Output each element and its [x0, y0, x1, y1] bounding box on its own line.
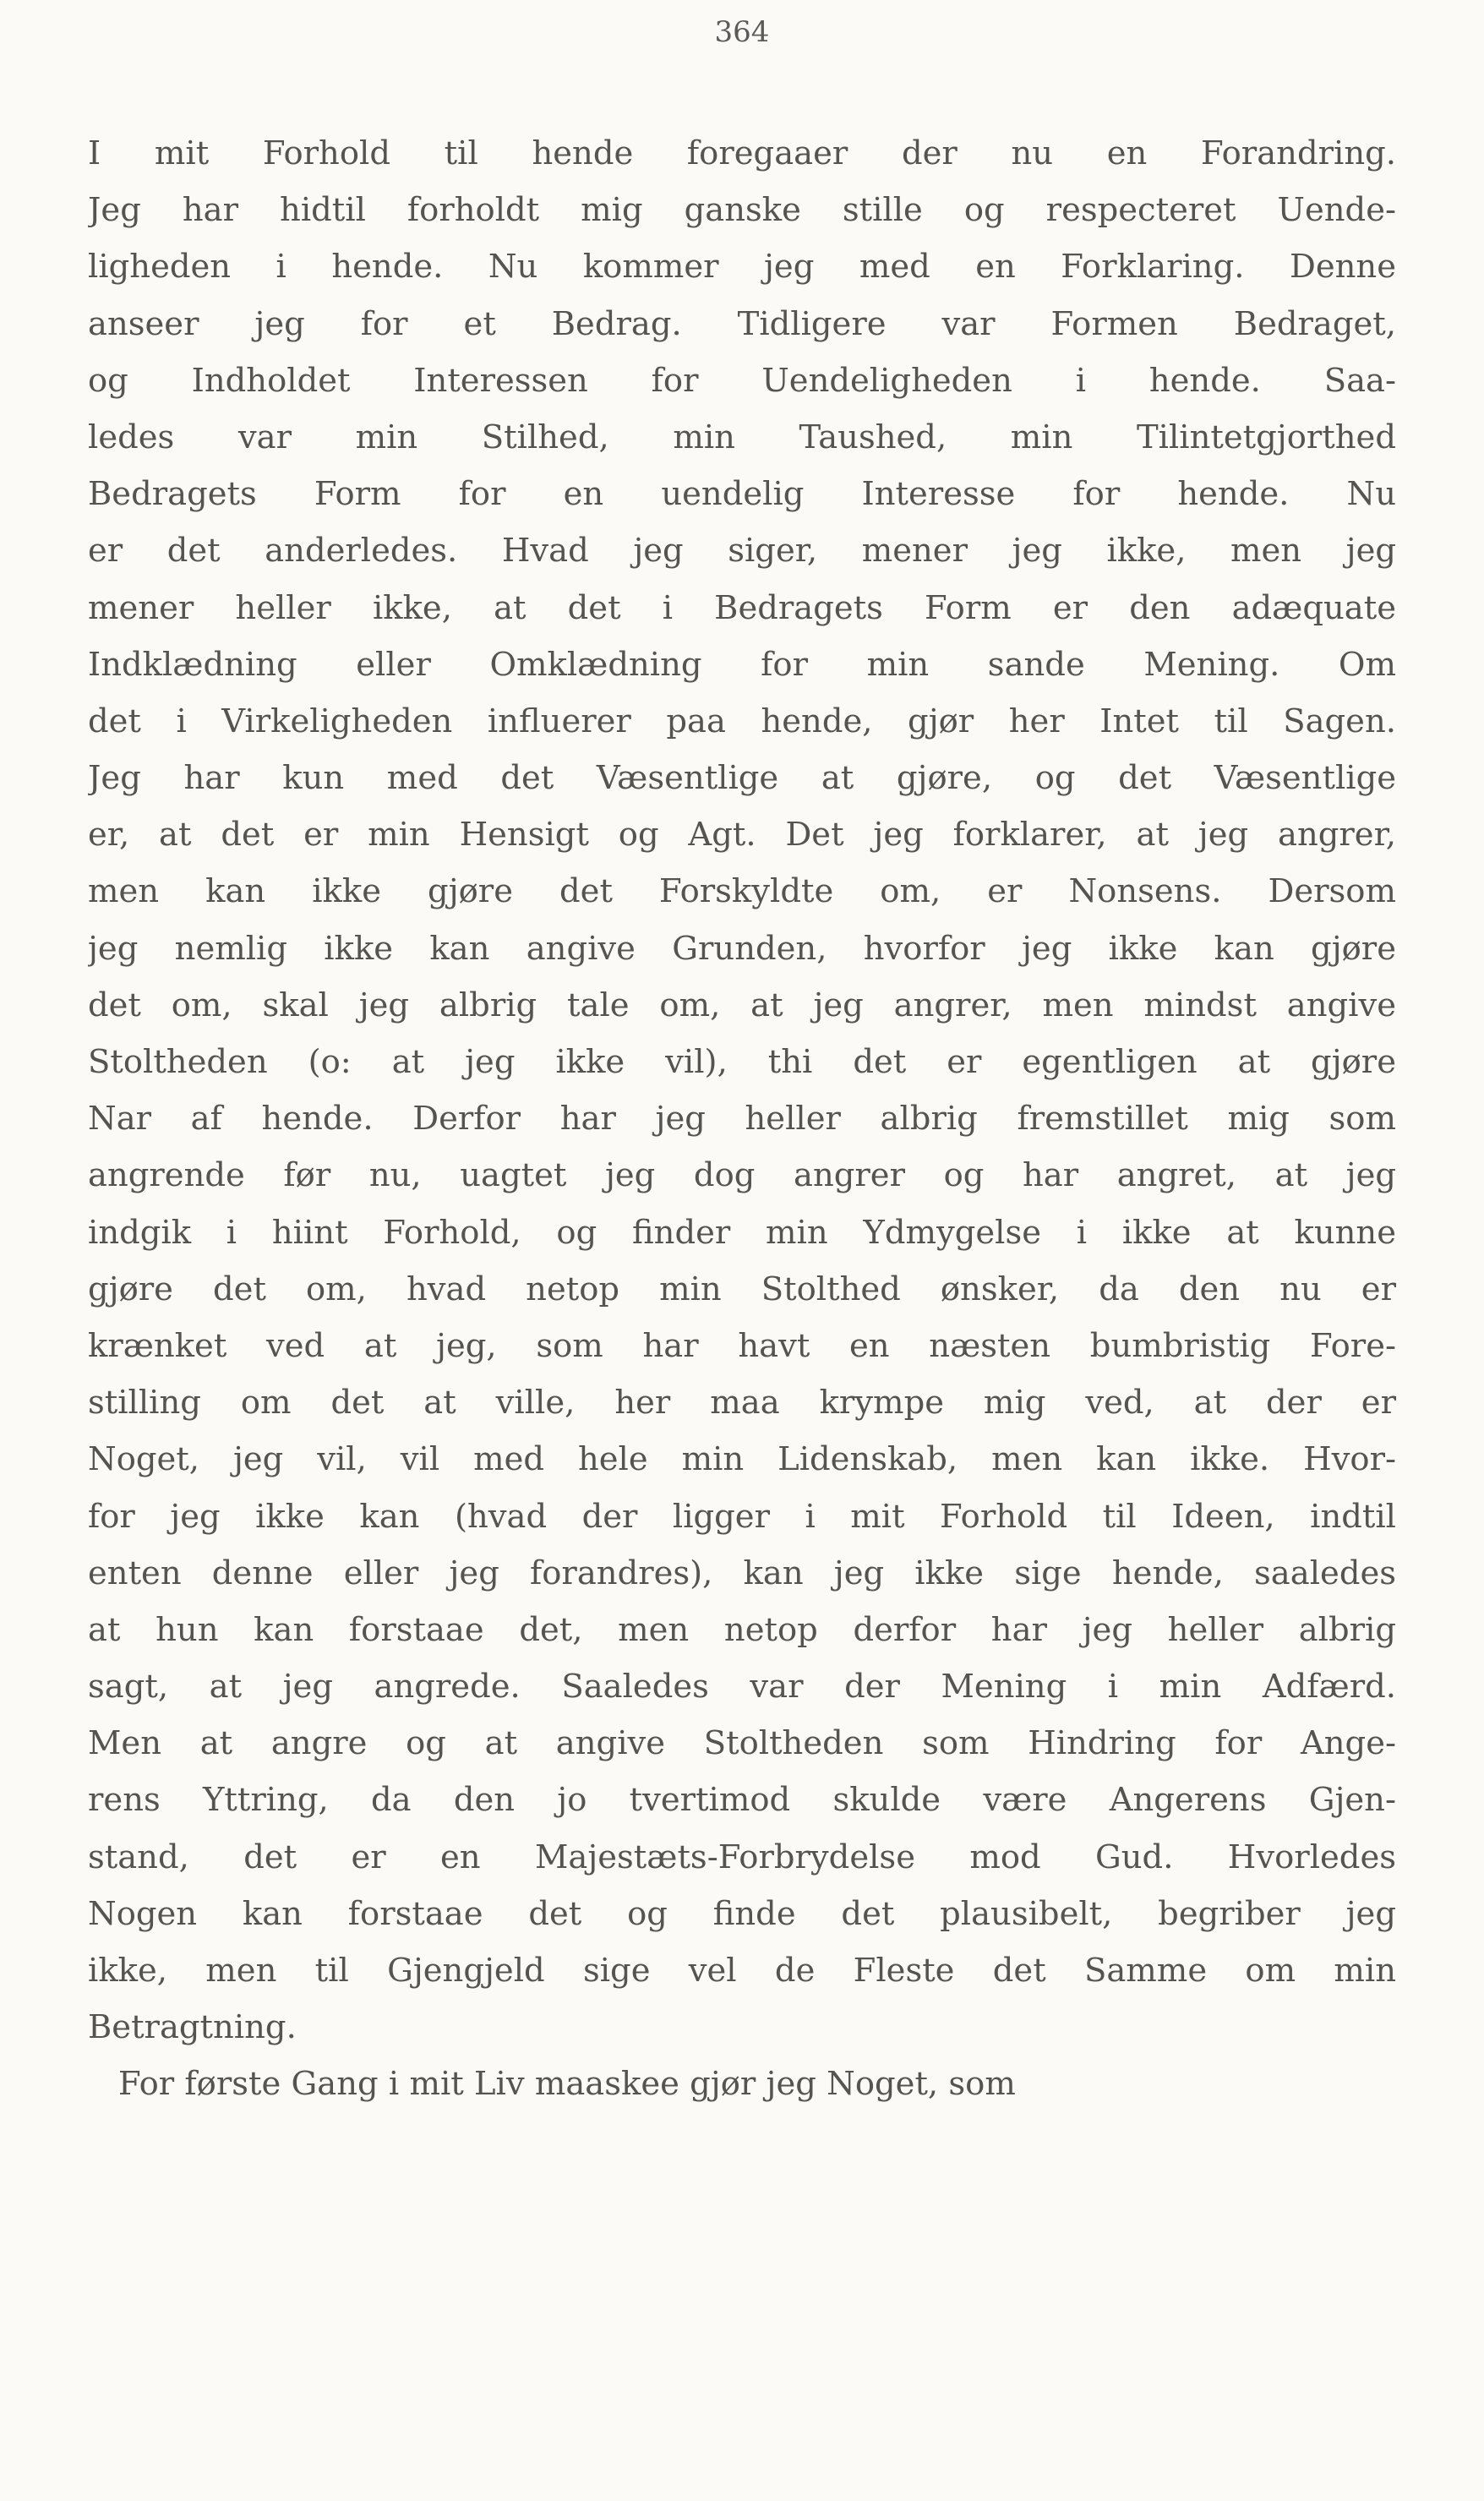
text-line: er, at det er min Hensigt og Agt. Det jeg forklarer, at jeg angrer, — [88, 816, 1396, 855]
text-line: rens Yttring, da den jo tvertimod skulde være Angerens Gjen- — [88, 1781, 1396, 1820]
text-line: mener heller ikke, at det i Bedragets Form er den adæquate — [88, 588, 1396, 627]
text-line: stand, det er en Majestæts-Forbrydelse mod Gud. Hvorledes — [88, 1838, 1396, 1876]
page-number: 364 — [714, 15, 770, 49]
text-line: I mit Forhold til hende foregaaer der nu en Forandring. — [88, 134, 1396, 172]
text-line: stilling om det at ville, her maa krympe mig ved, at der er — [88, 1384, 1396, 1423]
text-line: For første Gang i mit Liv maaskee gjør jeg Noget, som — [118, 2065, 1016, 2104]
text-line: Nar af hende. Derfor har jeg heller albrig fremstillet mig som — [88, 1100, 1396, 1139]
text-line: krænket ved at jeg, som har havt en næsten bumbristig Fore- — [88, 1326, 1396, 1365]
text-line: Men at angre og at angive Stoltheden som Hindring for Ange- — [88, 1724, 1396, 1763]
text-line: angrende før nu, uagtet jeg dog angrer og har angret, at jeg — [88, 1156, 1396, 1195]
text-line: Stoltheden (o: at jeg ikke vil), thi det er egentligen at gjøre — [88, 1043, 1396, 1081]
text-line: jeg nemlig ikke kan angive Grunden, hvorfor jeg ikke kan gjøre — [88, 929, 1396, 968]
text-line: enten denne eller jeg forandres), kan jeg ikke sige hende, saaledes — [88, 1554, 1396, 1592]
text-line: gjøre det om, hvad netop min Stolthed ønsker, da den nu er — [88, 1270, 1396, 1308]
text-line: Nogen kan forstaae det og finde det plausibelt, begriber jeg — [88, 1894, 1396, 1933]
text-line: sagt, at jeg angrede. Saaledes var der Mening i min Adfærd. — [88, 1668, 1396, 1706]
text-line: anseer jeg for et Bedrag. Tidligere var Formen Bedraget, — [88, 304, 1396, 343]
text-line: og Indholdet Interessen for Uendeligheden i hende. Saa- — [88, 361, 1396, 400]
text-line: ledes var min Stilhed, min Taushed, min Tilintetgjorthed — [88, 418, 1396, 456]
text-line: Jeg har kun med det Væsentlige at gjøre, og det Væsentlige — [88, 759, 1396, 798]
text-line: er det anderledes. Hvad jeg siger, mener jeg ikke, men jeg — [88, 532, 1396, 571]
text-line: Bedragets Form for en uendelig Interesse for hende. Nu — [88, 475, 1396, 514]
text-line: Indklædning eller Omklædning for min sande Mening. Om — [88, 645, 1396, 684]
text-line: men kan ikke gjøre det Forskyldte om, er Nonsens. Dersom — [88, 872, 1396, 911]
text-line: indgik i hiint Forhold, og finder min Ydmygelse i ikke at kunne — [88, 1213, 1396, 1252]
body-text — [88, 125, 1396, 2113]
text-line: Jeg har hidtil forholdt mig ganske stille og respecteret Uende- — [88, 191, 1396, 230]
text-line: Betragtning. — [88, 2008, 297, 2047]
text-line: ikke, men til Gjengjeld sige vel de Fleste det Samme om min — [88, 1952, 1396, 1990]
text-line: Noget, jeg vil, vil med hele min Lidenskab, men kan ikke. Hvor- — [88, 1440, 1396, 1479]
text-line: det om, skal jeg albrig tale om, at jeg angrer, men mindst angive — [88, 986, 1396, 1024]
text-line: at hun kan forstaae det, men netop derfor har jeg heller albrig — [88, 1610, 1396, 1649]
text-line: ligheden i hende. Nu kommer jeg med en Forklaring. Denne — [88, 248, 1396, 287]
text-line: for jeg ikke kan (hvad der ligger i mit Forhold til Ideen, indtil — [88, 1497, 1396, 1536]
text-line: det i Virkeligheden influerer paa hende, gjør her Intet til Sagen. — [88, 702, 1396, 740]
